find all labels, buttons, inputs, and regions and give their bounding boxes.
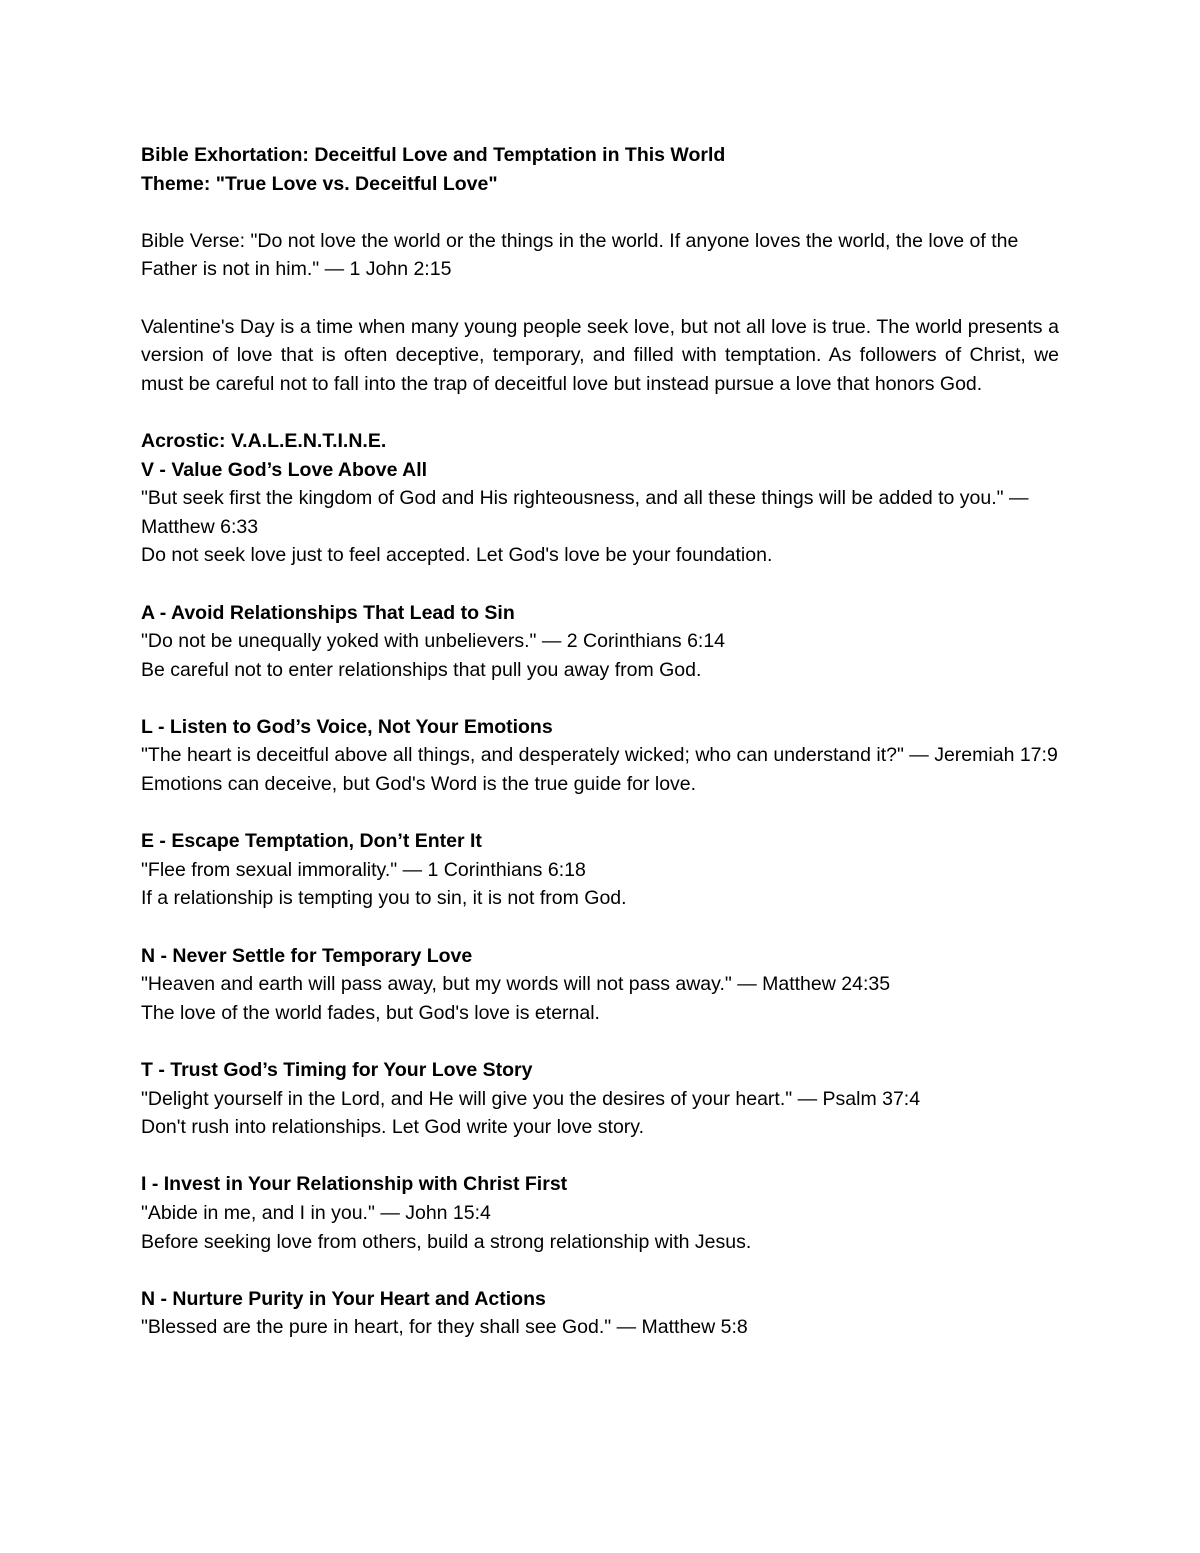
spacer <box>141 684 1059 713</box>
acrostic-section-n <box>141 942 1059 1028</box>
document-theme: Theme: "True Love vs. Deceitful Love" <box>141 172 498 195</box>
spacer <box>141 799 1059 828</box>
section-note: If a relationship is tempting you to sin, it is not from God. <box>141 887 627 910</box>
section-heading: T - Trust God’s Timing for Your Love Story <box>141 1059 533 1081</box>
section-note: Emotions can deceive, but God's Word is the true guide for love. <box>141 773 697 796</box>
section-heading: L - Listen to God’s Voice, Not Your Emotions <box>141 715 553 738</box>
section-heading: I - Invest in Your Relationship with Christ First <box>141 1173 568 1196</box>
bible-verse: Bible Verse: "Do not love the world or the things in the world. If anyone loves the world, the love of the Father is not in him." — 1 John 2:15 <box>141 229 1019 281</box>
acrostic-section-a <box>141 599 1059 685</box>
intro-paragraph: Valentine's Day is a time when many young people seek love, but not all love is true. The world presents a version of love that is often deceptive, temporary, and filled with temptation. As followers of Christ, we must be careful not to fall into the trap of deceitful love but instead pursue a love that honors God. <box>141 315 1059 395</box>
acrostic-section-t <box>141 1056 1059 1142</box>
section-verse: "Heaven and earth will pass away, but my words will not pass away." — Matthew 24:35 <box>141 973 891 996</box>
spacer <box>141 1256 1059 1285</box>
acrostic-section-l <box>141 713 1059 799</box>
acrostic-heading: Acrostic: V.A.L.E.N.T.I.N.E. <box>141 429 387 452</box>
document-title: Bible Exhortation: Deceitful Love and Temptation in This World <box>141 144 726 166</box>
spacer <box>141 913 1059 942</box>
section-verse: "Delight yourself in the Lord, and He will give you the desires of your heart." — Psalm 37:4 <box>141 1087 921 1110</box>
acrostic-section-n2 <box>141 1285 1059 1342</box>
section-note: Before seeking love from others, build a strong relationship with Jesus. <box>141 1230 752 1253</box>
document-page <box>141 141 1059 1342</box>
spacer <box>141 1027 1059 1056</box>
section-verse: "Do not be unequally yoked with unbelievers." — 2 Corinthians 6:14 <box>141 630 726 653</box>
spacer <box>141 198 1059 227</box>
section-verse: "The heart is deceitful above all things, and desperately wicked; who can understand it?" — Jeremiah 17:9 <box>141 744 1058 767</box>
section-heading: V - Value God’s Love Above All <box>141 458 428 481</box>
section-note: Be careful not to enter relationships that pull you away from God. <box>141 658 702 681</box>
section-note: Don't rush into relationships. Let God write your love story. <box>141 1116 645 1139</box>
section-note: Do not seek love just to feel accepted. Let God's love be your foundation. <box>141 544 773 567</box>
section-heading: A - Avoid Relationships That Lead to Sin <box>141 601 515 624</box>
section-verse: "But seek first the kingdom of God and His righteousness, and all these things will be added to you." — Matthew 6:33 <box>141 487 1029 538</box>
section-note: The love of the world fades, but God's love is eternal. <box>141 1001 600 1024</box>
section-heading: N - Never Settle for Temporary Love <box>141 944 473 967</box>
section-heading: N - Nurture Purity in Your Heart and Actions <box>141 1287 546 1310</box>
spacer <box>141 284 1059 313</box>
acrostic-section-v <box>141 456 1059 570</box>
section-verse: "Flee from sexual immorality." — 1 Corinthians 6:18 <box>141 858 586 881</box>
acrostic-section-e <box>141 827 1059 913</box>
spacer <box>141 570 1059 599</box>
section-verse: "Abide in me, and I in you." — John 15:4 <box>141 1201 491 1224</box>
section-heading: E - Escape Temptation, Don’t Enter It <box>141 830 482 853</box>
spacer <box>141 398 1059 427</box>
acrostic-section-i <box>141 1170 1059 1256</box>
section-verse: "Blessed are the pure in heart, for they shall see God." — Matthew 5:8 <box>141 1316 748 1339</box>
spacer <box>141 1142 1059 1171</box>
